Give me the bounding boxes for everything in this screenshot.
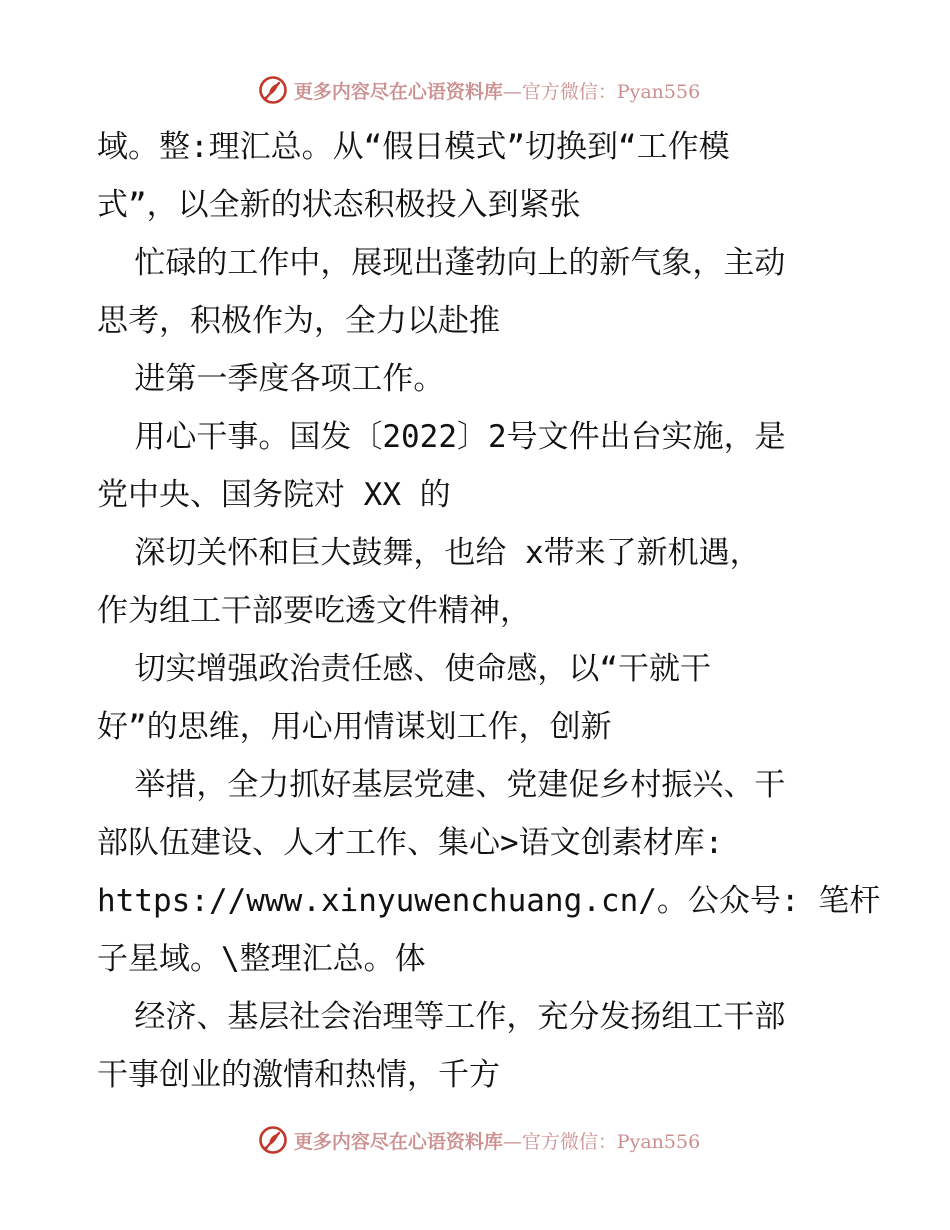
page-footer	[0, 1120, 950, 1160]
text-line: 式”，以全新的状态积极投入到紧张	[97, 187, 581, 223]
text-line: 域。整:理汇总。从“假日模式”切换到“工作模	[97, 129, 730, 165]
quill-logo-icon	[258, 75, 288, 105]
page-header	[0, 70, 950, 110]
text-line: 部队伍建设、人才工作、集心>语文创素材库:	[97, 825, 724, 861]
text-line: 忙碌的工作中，展现出蓬勃向上的新气象，主动	[97, 245, 786, 281]
footer-banner	[258, 1125, 700, 1155]
footer-banner-contact: —官方微信：Pyan556	[502, 1130, 701, 1153]
quill-logo-icon	[258, 1125, 288, 1155]
text-line: 党中央、国务院对 XX 的	[97, 477, 451, 513]
header-banner	[258, 75, 700, 105]
text-line: 经济、基层社会治理等工作，充分发扬组工干部	[97, 999, 786, 1035]
footer-banner-title: 更多内容尽在心语资料库	[293, 1130, 503, 1153]
text-line: 进第一季度各项工作。	[97, 361, 445, 397]
footer-banner-text	[294, 1127, 700, 1154]
text-line: 思考，积极作为，全力以赴推	[97, 303, 500, 339]
text-line: https://www.xinyuwenchuang.cn/。公众号: 笔杆	[97, 883, 881, 919]
text-line: 作为组工干部要吃透文件精神，	[97, 593, 531, 629]
header-banner-title: 更多内容尽在心语资料库	[293, 80, 503, 103]
text-line: 好”的思维，用心用情谋划工作，创新	[97, 709, 612, 745]
header-banner-contact: —官方微信：Pyan556	[502, 80, 701, 103]
text-line: 用心干事。国发〔2022〕2号文件出台实施，是	[97, 419, 786, 455]
text-line: 举措，全力抓好基层党建、党建促乡村振兴、干	[97, 767, 786, 803]
text-line: 干事创业的激情和热情，千方	[97, 1057, 500, 1093]
text-line: 深切关怀和巨大鼓舞，也给 x带来了新机遇，	[97, 535, 761, 571]
text-line: 切实增强政治责任感、使命感，以“干就干	[97, 651, 711, 687]
header-banner-text	[294, 77, 700, 104]
text-line: 子星域。\整理汇总。体	[97, 941, 426, 977]
